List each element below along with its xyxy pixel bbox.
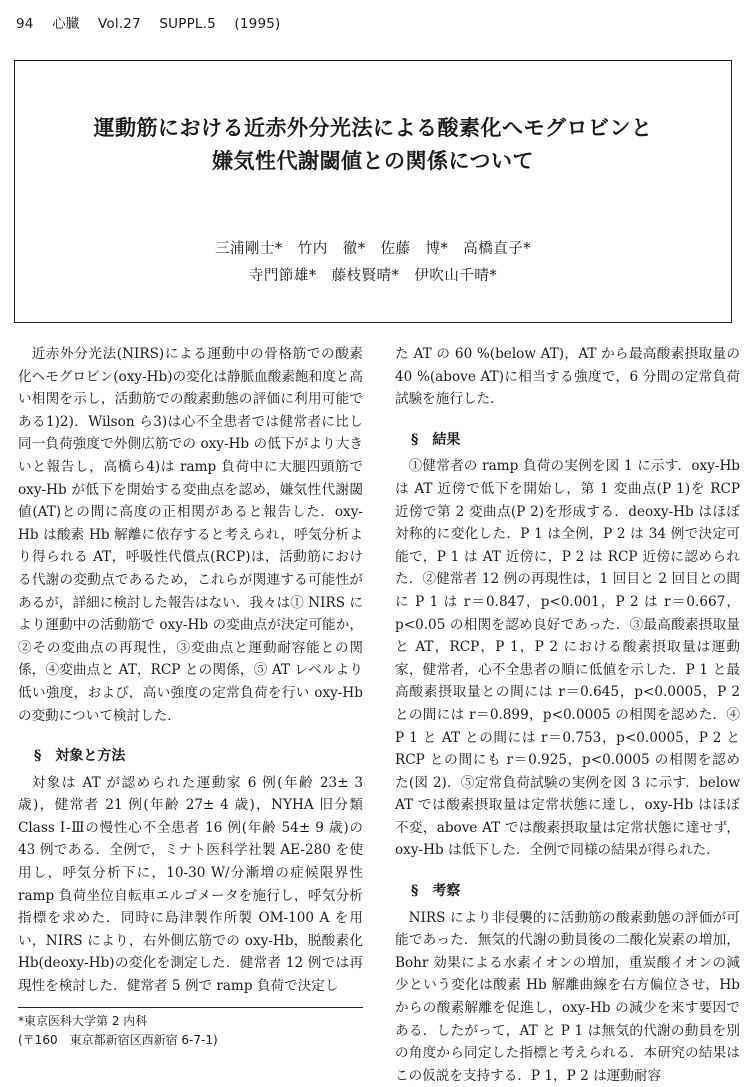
authors-line-2: 寺門節雄* 藤枝賢晴* 伊吹山千晴* (248, 268, 498, 284)
footnote-rule (18, 1007, 363, 1008)
journal-name: 心臓 (52, 16, 80, 32)
methods-paragraph: 対象は AT が認められた運動家 6 例(年齢 23± 3 歳)，健常者 21 例(年齢 27± 4 歳)，NYHA 旧分類 Class Ⅰ-Ⅲの慢性心不全患者 16 例(年齢 54± 9 歳)の 43 例である．全例で，ミナト医科学社製 AE-280 を使用し，呼気分析下に，10-30 W/分漸増の症候限界性 ramp 負荷坐位自転車エルゴメータを施行し，呼気分析指標を求めた．同時に島津製作所製 OM-100 A を用い，NIRS により，右外側広筋での oxy-Hb，脱酸素化 Hb(deoxy-Hb)の変化を測定した．健常者 12 例では再現性を検討した．健常者 5 例で ramp 負荷で決定し (18, 774, 363, 995)
article-title (15, 111, 731, 177)
affiliation-line: *東京医科大学第 2 内科 (18, 1014, 148, 1028)
journal-supplement: SUPPL.5 (159, 16, 216, 32)
affiliation-footnote (18, 1012, 218, 1050)
results-heading: § 結果 (411, 431, 461, 448)
authors-line-1: 三浦剛士* 竹内 徹* 佐藤 博* 高橋直子* (215, 241, 531, 257)
methods-heading: § 対象と方法 (34, 748, 126, 765)
right-column (395, 343, 740, 1087)
title-box (14, 60, 732, 323)
journal-year: (1995) (234, 16, 281, 32)
discussion-paragraph: NIRS により非侵襲的に活動筋の酸素動態の評価が可能であった．無気的代謝の動員後の二酸化炭素の増加，Bohr 効果による水素イオンの増加，重炭酸イオンの減少という変化は酸素 Hb 解離曲線を右方偏位させ，Hb からの酸素解離を促進し，oxy-Hb の減少を来す要因である．したがって，AT と P 1 は無気的代謝の動員を別の角度から同定した指標と考えられる．本研究の結果はこの仮説を支持する．P 1，P 2 は運動耐容 (395, 909, 740, 1084)
methods-continuation: た AT の 60 %(below AT)，AT から最高酸素摂取量の 40 %(above AT)に相当する強度で，6 分間の定常負荷試験を施行した． (395, 346, 740, 408)
author-list (15, 236, 731, 290)
discussion-heading: § 考察 (411, 883, 461, 900)
left-column (18, 343, 363, 998)
results-paragraph: ①健常者の ramp 負荷の実例を図 1 に示す．oxy-Hb は AT 近傍で低下を開始し，第 1 変曲点(P 1)を RCP 近傍で第 2 変曲点(P 2)を形成する．deoxy-Hb はほぼ対称的に変化した．P 1 は全例，P 2 は 34 例で決定可能で，P 1 は AT 近傍に，P 2 は RCP 近傍に認められた．②健常者 12 例の再現性は，1 回目と 2 回目との間に P 1 は r＝0.847，p<0.001，P 2 は r＝0.667，p<0.05 の相関を認め良好であった．③最高酸素摂取量と AT，RCP，P 1，P 2 における酸素摂取量は運動家，健常者，心不全患者の順に低値を示した．P 1 と最高酸素摂取量との間には r＝0.645，p<0.0005，P 2 との間には r＝0.899，p<0.0005 の相関を認めた．④ P 1 と AT との間には r＝0.753，p<0.0005，P 2 と RCP との間にも r＝0.925，p<0.0005 の相関を認めた(図 2)．⑤定常負荷試験の実例を図 3 に示す．below AT では酸素摂取量は定常状態に達し，oxy-Hb はほぼ不変，above AT では酸素摂取量は定常状態に達せず，oxy-Hb は低下した．全例で同様の結果が得られた． (395, 458, 740, 859)
title-line-1: 運動筋における近赤外分光法による酸素化へモグロビンと (93, 115, 653, 140)
address-line: (〒160 東京都新宿区西新宿 6-7-1) (18, 1033, 218, 1047)
introduction-paragraph: 近赤外分光法(NIRS)による運動中の骨格筋での酸素化ヘモグロビン(oxy-Hb)の変化は静脈血酸素飽和度と高い相関を示し，活動筋での酸素動態の評価に利用可能である1)2)．Wilson ら3)は心不全患者では健常者に比し同一負荷強度で外側広筋での oxy-Hb の低下がより大きいと報告し，高橋ら4)は ramp 負荷中に大腿四頭筋で oxy-Hb が低下を開始する変曲点を認め，嫌気性代謝閾値(AT)との間に高度の正相関があると報告した．oxy-Hb は酸素 Hb 解離に依存すると考えられ，呼気分析より得られる AT，呼吸性代償点(RCP)は，活動筋における代謝の変動点であるため，これらが関連する可能性があるが，詳細に検討した報告はない．我々は① NIRS により運動中の活動筋で oxy-Hb の変曲点が決定可能か，②その変曲点の再現性，③変曲点と運動耐容能との関係，④変曲点と AT，RCP との関係，⑤ AT レベルより低い強度，および，高い強度の定常負荷を行い oxy-Hb の変動について検討した． (18, 346, 363, 724)
page-number: 94 (16, 16, 34, 32)
title-line-2: 嫌気性代謝閾値との関係について (211, 148, 535, 173)
running-header (16, 12, 295, 32)
journal-volume: Vol.27 (98, 16, 141, 32)
